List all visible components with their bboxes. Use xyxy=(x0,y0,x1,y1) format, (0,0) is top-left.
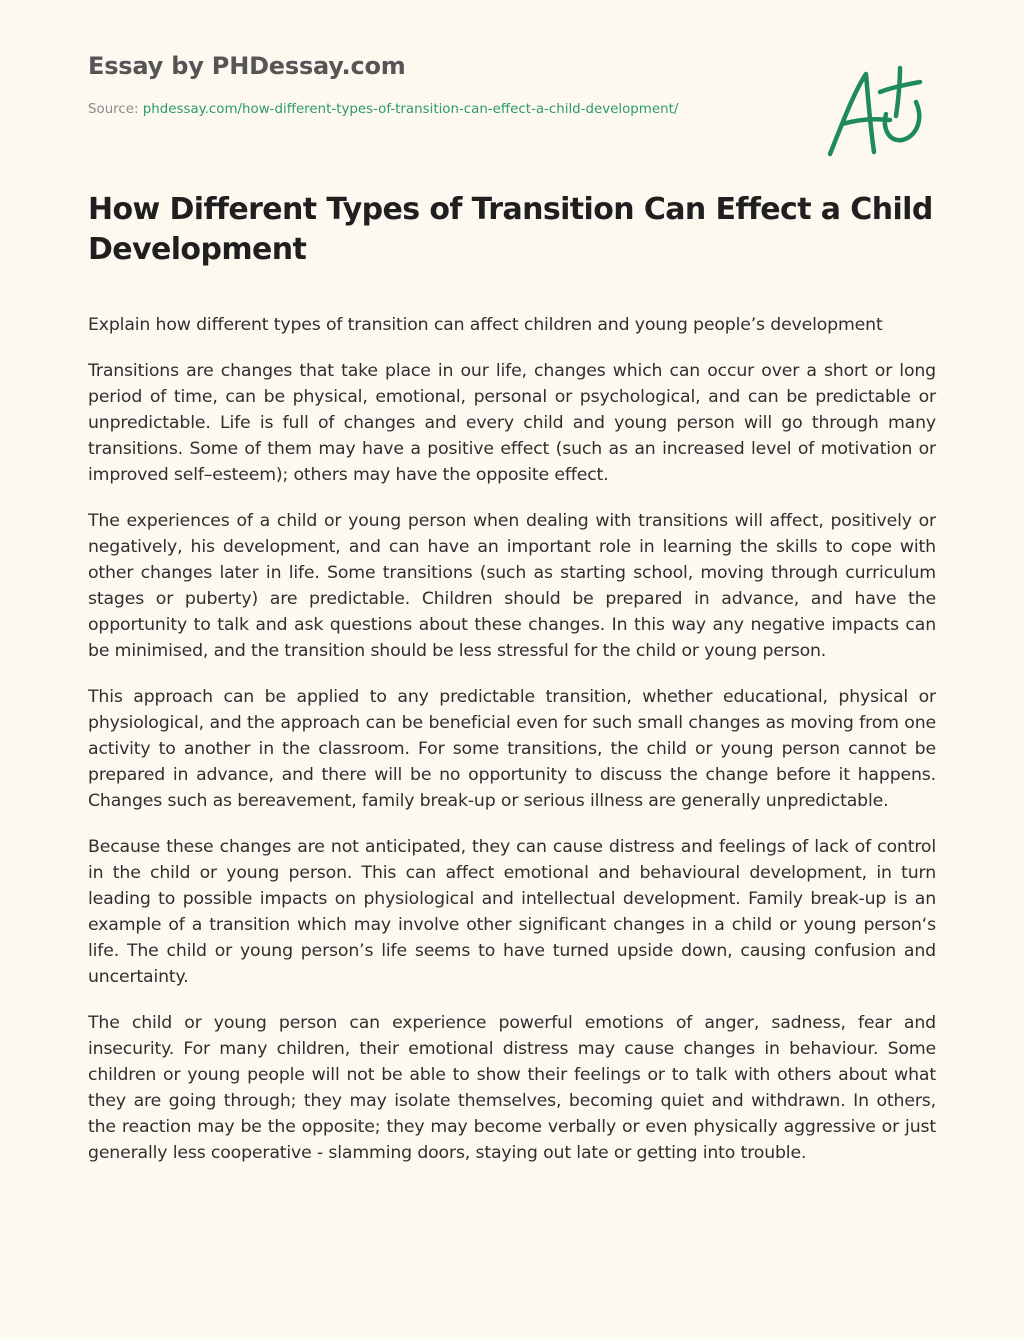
essay-body xyxy=(88,312,936,1186)
paragraph: Explain how different types of transition can affect children and young people’s development xyxy=(88,315,883,335)
site-title: Essay by PHDessay.com xyxy=(88,52,406,80)
source-label: Source: xyxy=(88,102,143,117)
paragraph: The child or young person can experience powerful emotions of anger, sadness, fear and insecurity. For many children, their emotional distress may cause changes in behaviour. Some children or young people will not be able to show their feelings or to talk with others about what they are going through; they may isolate themselves, becoming quiet and withdrawn. In others, the reaction may be the opposite; they may become verbally or even physically aggressive or just generally less cooperative - slamming doors, staying out late or getting into trouble. xyxy=(88,1013,936,1163)
paragraph: The experiences of a child or young person when dealing with transitions will affect, positively or negatively, his development, and can have an important role in learning the skills to cope with other changes later in life. Some transitions (such as starting school, moving through curriculum stages or puberty) are predictable. Children should be prepared in advance, and have the opportunity to talk and ask questions about these changes. In this way any negative impacts can be minimised, and the transition should be less stressful for the child or young person. xyxy=(88,511,936,661)
paragraph: Transitions are changes that take place in our life, changes which can occur over a short or long period of time, can be physical, emotional, personal or psychological, and can be predictable or unpredictable. Life is full of changes and every child and young person will go through many transitions. Some of them may have a positive effect (such as an increased level of motivation or improved self–esteem); others may have the opposite effect. xyxy=(88,361,936,485)
source-link[interactable]: phdessay.com/how-different-types-of-transition-can-effect-a-child-development/ xyxy=(142,102,679,117)
essay-title: How Different Types of Transition Can Effect a Child Development xyxy=(88,192,933,267)
paragraph: Because these changes are not anticipated, they can cause distress and feelings of lack of control in the child or young person. This can affect emotional and behavioural development, in turn leading to possible impacts on physiological and intellectual development. Family break-up is an example of a transition which may involve other significant changes in a child or young person‘s life. The child or young person’s life seems to have turned upside down, causing confusion and uncertainty. xyxy=(88,837,936,987)
source-line xyxy=(88,101,678,119)
paragraph: This approach can be applied to any predictable transition, whether educational, physical or physiological, and the approach can be beneficial even for such small changes as moving from one activity to another in the classroom. For some transitions, the child or young person cannot be prepared in advance, and there will be no opportunity to discuss the change before it happens. Changes such as bereavement, family break-up or serious illness are generally unpredictable. xyxy=(88,687,936,811)
a-plus-logo-icon xyxy=(820,62,930,162)
